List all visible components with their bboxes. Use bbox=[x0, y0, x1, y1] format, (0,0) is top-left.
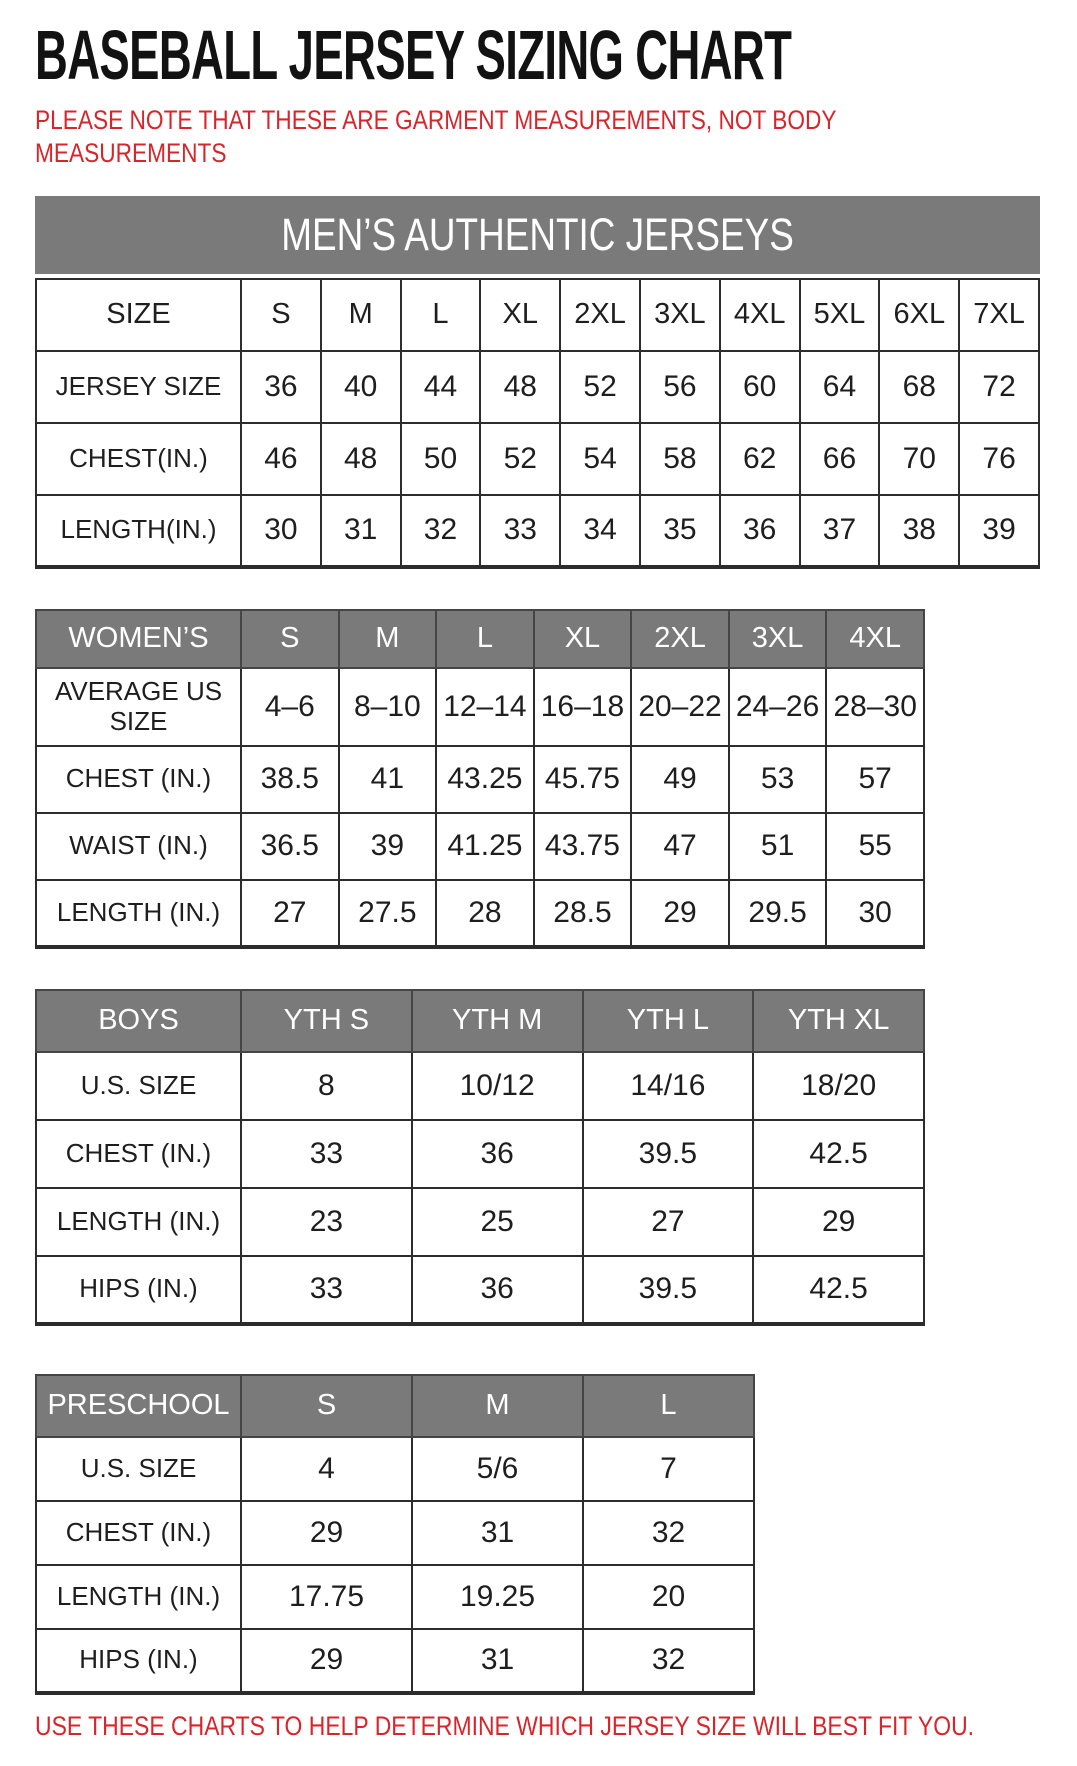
column-header-cell: YTH L bbox=[583, 990, 754, 1052]
data-cell: 25 bbox=[412, 1188, 583, 1256]
table-header-row bbox=[36, 1375, 754, 1437]
data-cell: 41 bbox=[339, 746, 437, 813]
column-header-cell: S bbox=[241, 610, 339, 668]
data-cell: 68 bbox=[879, 351, 959, 423]
data-cell: 36.5 bbox=[241, 813, 339, 880]
data-cell: 70 bbox=[879, 423, 959, 495]
data-cell: 46 bbox=[241, 423, 321, 495]
column-header-row bbox=[36, 279, 1039, 351]
data-cell: 29 bbox=[753, 1188, 924, 1256]
data-cell: 62 bbox=[720, 423, 800, 495]
data-cell: 31 bbox=[412, 1501, 583, 1565]
data-cell: 47 bbox=[631, 813, 729, 880]
column-header-cell: L bbox=[436, 610, 534, 668]
data-cell: 32 bbox=[583, 1501, 754, 1565]
data-cell: 28.5 bbox=[534, 880, 632, 947]
row-label-cell: CHEST (IN.) bbox=[36, 1120, 241, 1188]
womens-jerseys-section bbox=[35, 609, 1047, 949]
data-cell: 36 bbox=[412, 1120, 583, 1188]
data-cell: 31 bbox=[412, 1629, 583, 1693]
row-label-cell: CHEST(IN.) bbox=[36, 423, 241, 495]
table-title-cell: BOYS bbox=[36, 990, 241, 1052]
data-cell: 5/6 bbox=[412, 1437, 583, 1501]
data-cell: 39 bbox=[959, 495, 1039, 567]
table-title-cell: WOMEN’S bbox=[36, 610, 241, 668]
data-cell: 23 bbox=[241, 1188, 412, 1256]
data-cell: 56 bbox=[640, 351, 720, 423]
data-cell: 33 bbox=[241, 1120, 412, 1188]
data-cell: 58 bbox=[640, 423, 720, 495]
mens-table-banner bbox=[35, 196, 1040, 274]
data-cell: 44 bbox=[401, 351, 481, 423]
data-cell: 27 bbox=[583, 1188, 754, 1256]
column-header-cell: S bbox=[241, 279, 321, 351]
boys-jerseys-section bbox=[35, 989, 1047, 1326]
corner-header-cell: SIZE bbox=[36, 279, 241, 351]
data-cell: 7 bbox=[583, 1437, 754, 1501]
mens-table-banner-label: MEN’S AUTHENTIC JERSEYS bbox=[281, 208, 794, 260]
row-label-cell: CHEST (IN.) bbox=[36, 1501, 241, 1565]
preschool-sizing-table bbox=[35, 1374, 755, 1695]
table-row bbox=[36, 1256, 924, 1324]
data-cell: 41.25 bbox=[436, 813, 534, 880]
data-cell: 29 bbox=[241, 1501, 412, 1565]
data-cell: 52 bbox=[480, 423, 560, 495]
data-cell: 12–14 bbox=[436, 668, 534, 746]
preschool-jerseys-section bbox=[35, 1374, 1047, 1695]
table-row bbox=[36, 1565, 754, 1629]
table-row bbox=[36, 1629, 754, 1693]
column-header-cell: 2XL bbox=[560, 279, 640, 351]
data-cell: 17.75 bbox=[241, 1565, 412, 1629]
row-label-cell: LENGTH (IN.) bbox=[36, 880, 241, 947]
column-header-cell: XL bbox=[534, 610, 632, 668]
row-label-cell: HIPS (IN.) bbox=[36, 1256, 241, 1324]
row-label-cell: LENGTH (IN.) bbox=[36, 1188, 241, 1256]
data-cell: 36 bbox=[412, 1256, 583, 1324]
data-cell: 18/20 bbox=[753, 1052, 924, 1120]
column-header-cell: 2XL bbox=[631, 610, 729, 668]
data-cell: 33 bbox=[241, 1256, 412, 1324]
data-cell: 50 bbox=[401, 423, 481, 495]
data-cell: 32 bbox=[401, 495, 481, 567]
data-cell: 64 bbox=[800, 351, 880, 423]
table-row bbox=[36, 813, 924, 880]
row-label-cell: WAIST (IN.) bbox=[36, 813, 241, 880]
data-cell: 52 bbox=[560, 351, 640, 423]
data-cell: 57 bbox=[826, 746, 924, 813]
data-cell: 29 bbox=[631, 880, 729, 947]
data-cell: 30 bbox=[241, 495, 321, 567]
footer-note bbox=[35, 1711, 1047, 1742]
data-cell: 19.25 bbox=[412, 1565, 583, 1629]
column-header-cell: M bbox=[339, 610, 437, 668]
boys-sizing-table bbox=[35, 989, 925, 1326]
data-cell: 49 bbox=[631, 746, 729, 813]
data-cell: 32 bbox=[583, 1629, 754, 1693]
row-label-cell: U.S. SIZE bbox=[36, 1437, 241, 1501]
womens-sizing-table bbox=[35, 609, 925, 949]
column-header-cell: M bbox=[321, 279, 401, 351]
data-cell: 29.5 bbox=[729, 880, 827, 947]
column-header-cell: 5XL bbox=[800, 279, 880, 351]
row-label-cell: U.S. SIZE bbox=[36, 1052, 241, 1120]
table-row bbox=[36, 746, 924, 813]
garment-measurements-note-text: PLEASE NOTE THAT THESE ARE GARMENT MEASUREMENTS, NOT BODY MEASUREMENTS bbox=[35, 105, 837, 168]
data-cell: 55 bbox=[826, 813, 924, 880]
data-cell: 43.25 bbox=[436, 746, 534, 813]
table-row bbox=[36, 1437, 754, 1501]
table-row bbox=[36, 668, 924, 746]
data-cell: 24–26 bbox=[729, 668, 827, 746]
data-cell: 66 bbox=[800, 423, 880, 495]
data-cell: 39.5 bbox=[583, 1256, 754, 1324]
data-cell: 43.75 bbox=[534, 813, 632, 880]
row-label-cell: LENGTH(IN.) bbox=[36, 495, 241, 567]
data-cell: 38 bbox=[879, 495, 959, 567]
data-cell: 8–10 bbox=[339, 668, 437, 746]
data-cell: 33 bbox=[480, 495, 560, 567]
table-row bbox=[36, 880, 924, 947]
data-cell: 39 bbox=[339, 813, 437, 880]
data-cell: 37 bbox=[800, 495, 880, 567]
table-header-row bbox=[36, 610, 924, 668]
data-cell: 42.5 bbox=[753, 1256, 924, 1324]
data-cell: 40 bbox=[321, 351, 401, 423]
data-cell: 76 bbox=[959, 423, 1039, 495]
data-cell: 45.75 bbox=[534, 746, 632, 813]
data-cell: 38.5 bbox=[241, 746, 339, 813]
data-cell: 31 bbox=[321, 495, 401, 567]
data-cell: 34 bbox=[560, 495, 640, 567]
data-cell: 4 bbox=[241, 1437, 412, 1501]
data-cell: 27.5 bbox=[339, 880, 437, 947]
data-cell: 16–18 bbox=[534, 668, 632, 746]
data-cell: 48 bbox=[480, 351, 560, 423]
data-cell: 42.5 bbox=[753, 1120, 924, 1188]
data-cell: 28–30 bbox=[826, 668, 924, 746]
row-label-cell: JERSEY SIZE bbox=[36, 351, 241, 423]
data-cell: 8 bbox=[241, 1052, 412, 1120]
column-header-cell: 3XL bbox=[729, 610, 827, 668]
row-label-cell: CHEST (IN.) bbox=[36, 746, 241, 813]
data-cell: 28 bbox=[436, 880, 534, 947]
column-header-cell: YTH S bbox=[241, 990, 412, 1052]
data-cell: 27 bbox=[241, 880, 339, 947]
column-header-cell: YTH M bbox=[412, 990, 583, 1052]
data-cell: 53 bbox=[729, 746, 827, 813]
table-row bbox=[36, 495, 1039, 567]
data-cell: 20 bbox=[583, 1565, 754, 1629]
row-label-cell: HIPS (IN.) bbox=[36, 1629, 241, 1693]
table-row bbox=[36, 1501, 754, 1565]
column-header-cell: XL bbox=[480, 279, 560, 351]
column-header-cell: 4XL bbox=[826, 610, 924, 668]
mens-jerseys-section bbox=[35, 196, 1047, 569]
mens-sizing-table bbox=[35, 278, 1040, 569]
data-cell: 30 bbox=[826, 880, 924, 947]
column-header-cell: L bbox=[583, 1375, 754, 1437]
data-cell: 72 bbox=[959, 351, 1039, 423]
page-title bbox=[35, 16, 1047, 94]
table-row bbox=[36, 1120, 924, 1188]
data-cell: 36 bbox=[241, 351, 321, 423]
row-label-cell: AVERAGE US SIZE bbox=[36, 668, 241, 746]
data-cell: 54 bbox=[560, 423, 640, 495]
table-row bbox=[36, 1188, 924, 1256]
garment-measurements-note bbox=[35, 104, 1047, 170]
data-cell: 35 bbox=[640, 495, 720, 567]
data-cell: 48 bbox=[321, 423, 401, 495]
data-cell: 20–22 bbox=[631, 668, 729, 746]
data-cell: 10/12 bbox=[412, 1052, 583, 1120]
footer-note-text: USE THESE CHARTS TO HELP DETERMINE WHICH JERSEY SIZE WILL BEST FIT YOU. bbox=[35, 1710, 975, 1741]
table-row bbox=[36, 423, 1039, 495]
table-header-row bbox=[36, 990, 924, 1052]
data-cell: 4–6 bbox=[241, 668, 339, 746]
column-header-cell: 6XL bbox=[879, 279, 959, 351]
row-label-cell: LENGTH (IN.) bbox=[36, 1565, 241, 1629]
data-cell: 51 bbox=[729, 813, 827, 880]
column-header-cell: M bbox=[412, 1375, 583, 1437]
column-header-cell: 4XL bbox=[720, 279, 800, 351]
table-row bbox=[36, 351, 1039, 423]
data-cell: 60 bbox=[720, 351, 800, 423]
table-title-cell: PRESCHOOL bbox=[36, 1375, 241, 1437]
data-cell: 29 bbox=[241, 1629, 412, 1693]
page-title-text: BASEBALL JERSEY SIZING CHART bbox=[35, 16, 792, 94]
column-header-cell: S bbox=[241, 1375, 412, 1437]
column-header-cell: L bbox=[401, 279, 481, 351]
column-header-cell: YTH XL bbox=[753, 990, 924, 1052]
column-header-cell: 7XL bbox=[959, 279, 1039, 351]
column-header-cell: 3XL bbox=[640, 279, 720, 351]
data-cell: 39.5 bbox=[583, 1120, 754, 1188]
table-row bbox=[36, 1052, 924, 1120]
data-cell: 14/16 bbox=[583, 1052, 754, 1120]
data-cell: 36 bbox=[720, 495, 800, 567]
